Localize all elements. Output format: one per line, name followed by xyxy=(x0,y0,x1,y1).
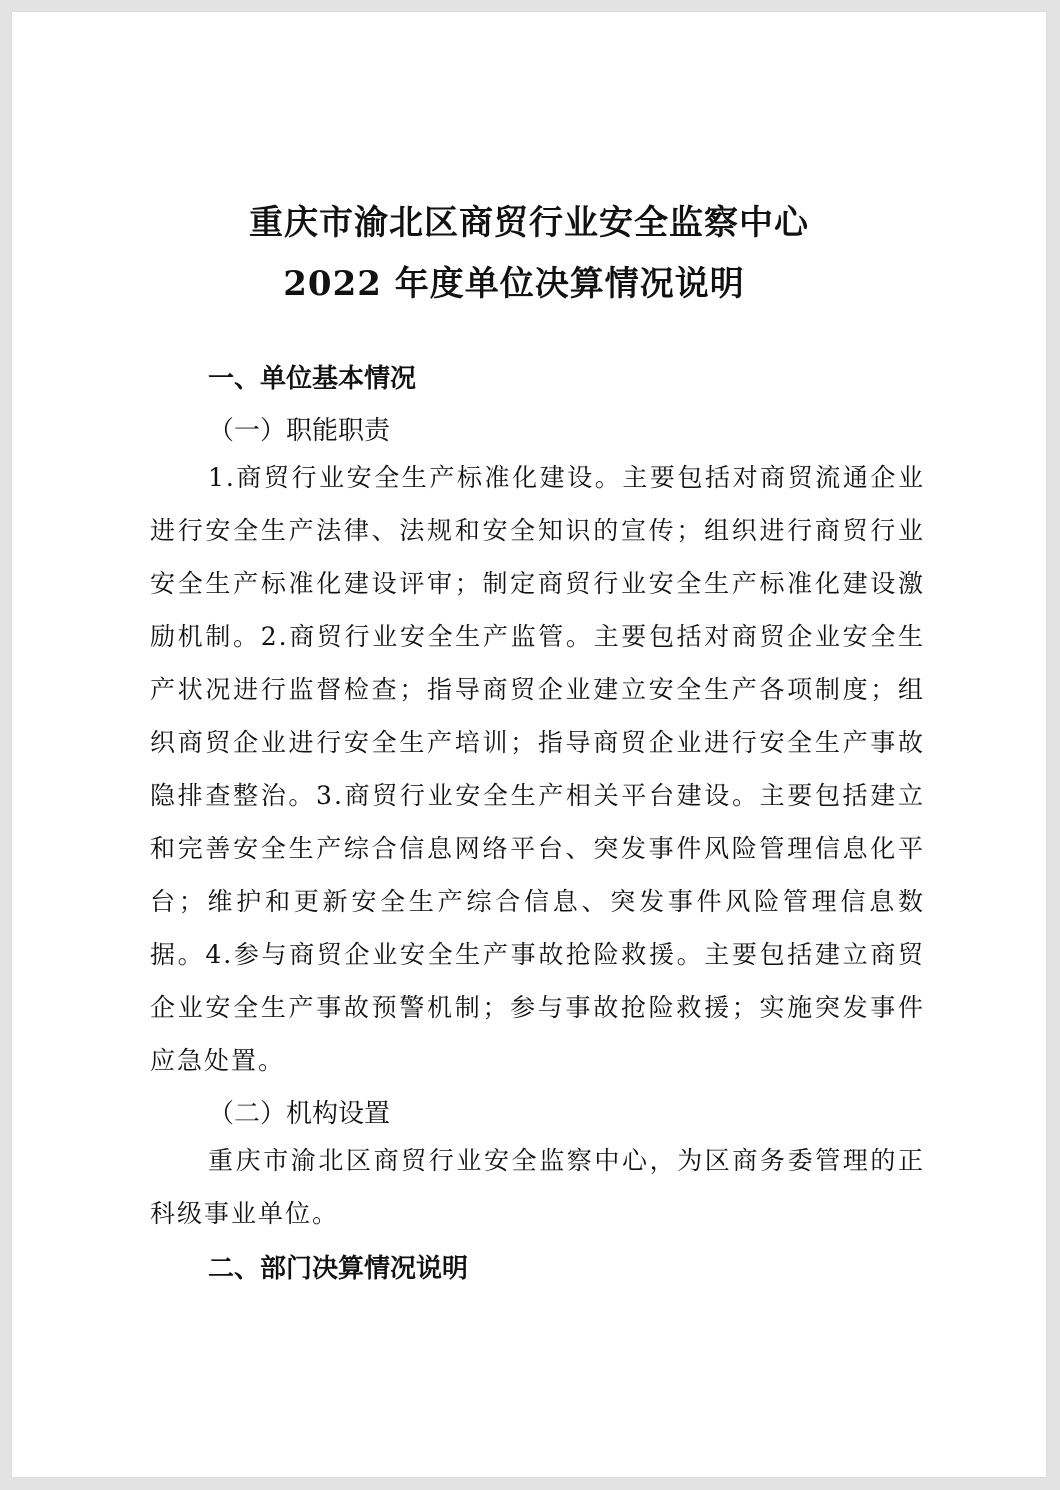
subsection-organization-heading: （二）机构设置 xyxy=(208,1099,391,1129)
document-title-line2: 2022 年度单位决算情况说明 xyxy=(283,264,745,304)
duties-paragraph: 1.商贸行业安全生产标准化建设。主要包括对商贸流通企业进行安全生产法律、法规和安全知识的宣传；组织进行商贸行业安全生产标准化建设评审；制定商贸行业安全生产标准化建设激励机制。2.商贸行业安全生产监管。主要包括对商贸企业安全生产状况进行监督检查；指导商贸企业建立安全生产各项制度；组织商贸企业进行安全生产培训；指导商贸企业进行安全生产事故隐排查整治。3.商贸行业安全生产相关平台建设。主要包括建立和完善安全生产综合信息网络平台、突发事件风险管理信息化平台；维护和更新安全生产综合信息、突发事件风险管理信息数据。4.参与商贸企业安全生产事故抢险救援。主要包括建立商贸企业安全生产事故预警机制；参与事故抢险救援；实施突发事件应急处置。 xyxy=(150,463,925,1075)
document-page xyxy=(12,12,1046,1477)
subsection-duties-heading: （一）职能职责 xyxy=(208,416,391,446)
section2-heading: 二、部门决算情况说明 xyxy=(208,1254,469,1284)
section1-heading: 一、单位基本情况 xyxy=(208,364,417,394)
document-title-line1: 重庆市渝北区商贸行业安全监察中心 xyxy=(249,203,809,243)
organization-paragraph: 重庆市渝北区商贸行业安全监察中心，为区商务委管理的正科级事业单位。 xyxy=(150,1146,925,1228)
